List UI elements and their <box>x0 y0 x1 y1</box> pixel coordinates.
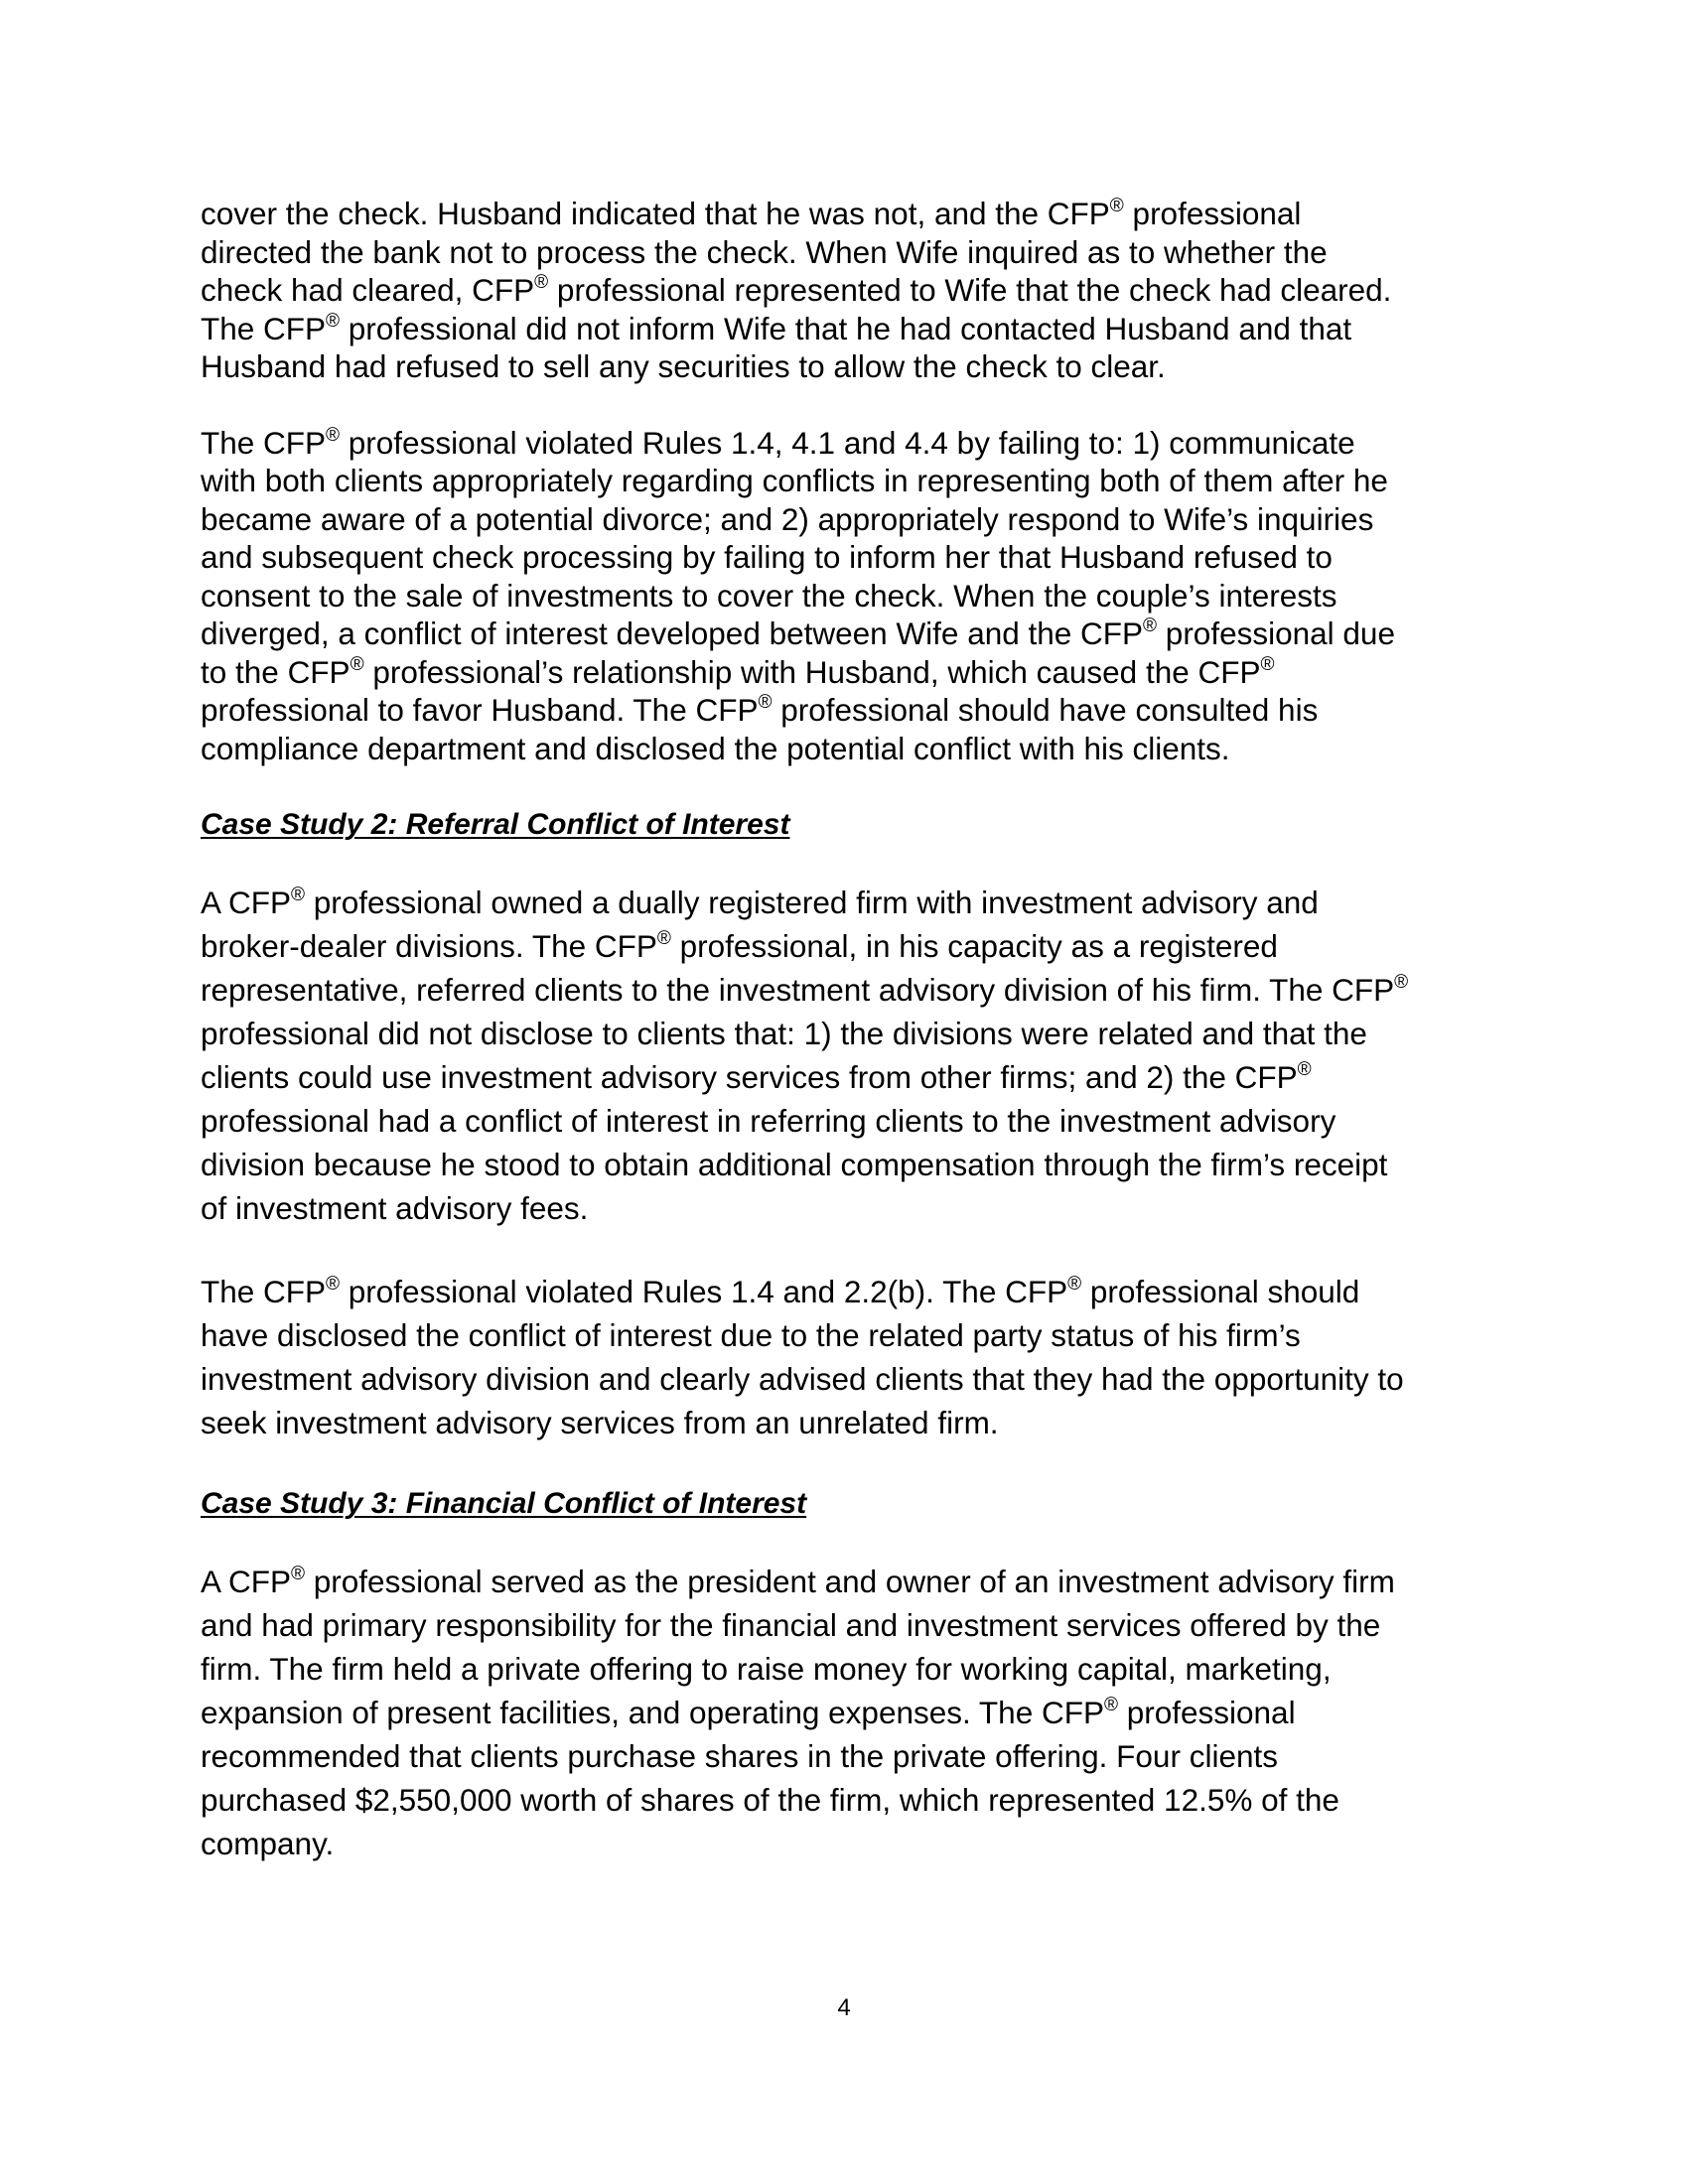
registered-mark: ® <box>350 653 364 675</box>
registered-mark: ® <box>291 885 306 905</box>
paragraph-rules-violation-case-1 <box>201 424 1487 768</box>
text-line: with both clients appropriately regarding conflicts in representing both of them after he <box>201 463 1388 498</box>
registered-mark: ® <box>291 1564 306 1584</box>
registered-mark: ® <box>758 692 773 713</box>
text-line: consent to the sale of investments to cover the check. When the couple’s interests <box>201 577 1337 614</box>
text-line: cover the check. Husband indicated that he was not, and the CFP® professional <box>201 196 1302 231</box>
text-line: A CFP® professional owned a dually registered firm with investment advisory and <box>201 885 1319 920</box>
text-line: clients could use investment advisory services from other firms; and 2) the CFP® <box>201 1059 1312 1095</box>
paragraph-financial-conflict <box>201 1560 1487 1865</box>
text-line: professional had a conflict of interest in referring clients to the investment advisory <box>201 1103 1336 1139</box>
paragraph-check-incident <box>201 195 1487 386</box>
page-body <box>201 195 1487 1865</box>
text-line: and had primary responsibility for the financial and investment services offered by the <box>201 1607 1381 1643</box>
text-line: division because he stood to obtain additional compensation through the firm’s receipt <box>201 1147 1388 1182</box>
text-line: firm. The firm held a private offering to raise money for working capital, marketing, <box>201 1651 1332 1687</box>
text-line: compliance department and disclosed the potential conflict with his clients. <box>201 730 1230 766</box>
text-line: company. <box>201 1826 335 1861</box>
registered-mark: ® <box>1260 653 1275 675</box>
text-line: representative, referred clients to the investment advisory division of his firm. The CFP® <box>201 972 1409 1008</box>
heading-case-study-3: Case Study 3: Financial Conflict of Interest <box>201 1487 807 1520</box>
registered-mark: ® <box>1067 1274 1082 1295</box>
text-line: expansion of present facilities, and operating expenses. The CFP® professional <box>201 1695 1296 1730</box>
registered-mark: ® <box>1394 972 1409 993</box>
text-line: Husband had refused to sell any securities to allow the check to clear. <box>201 348 1166 384</box>
heading-case-study-2: Case Study 2: Referral Conflict of Interest <box>201 808 790 841</box>
text-line: to the CFP® professional’s relationship with Husband, which caused the CFP® <box>201 653 1275 690</box>
registered-mark: ® <box>656 928 671 949</box>
text-line: check had cleared, CFP® professional represented to Wife that the check had cleared. <box>201 272 1392 308</box>
text-line: directed the bank not to process the check. When Wife inquired as to whether the <box>201 233 1328 270</box>
registered-mark: ® <box>1103 1695 1118 1715</box>
text-line: The CFP® professional did not inform Wife that he had contacted Husband and that <box>201 310 1352 346</box>
paragraph-rules-violation-case-2 <box>201 1270 1487 1444</box>
text-line: The CFP® professional violated Rules 1.4, 4.1 and 4.4 by failing to: 1) communicate <box>201 424 1355 461</box>
registered-mark: ® <box>326 424 341 446</box>
text-line: diverged, a conflict of interest developed between Wife and the CFP® professional due <box>201 615 1395 651</box>
registered-mark: ® <box>1297 1059 1312 1080</box>
text-line: became aware of a potential divorce; and 2) appropriately respond to Wife’s inquiries <box>201 500 1374 537</box>
text-line: broker-dealer divisions. The CFP® professional, in his capacity as a registered <box>201 928 1278 964</box>
text-line: investment advisory division and clearly advised clients that they had the opportunity to <box>201 1361 1404 1397</box>
paragraph-referral-conflict <box>201 881 1487 1230</box>
text-line: of investment advisory fees. <box>201 1190 589 1226</box>
text-line: seek investment advisory services from an unrelated firm. <box>201 1405 999 1440</box>
registered-mark: ® <box>1109 196 1124 216</box>
text-line: purchased $2,550,000 worth of shares of the firm, which represented 12.5% of the <box>201 1782 1339 1818</box>
registered-mark: ® <box>534 272 549 293</box>
page-number: 4 <box>837 1994 851 2021</box>
text-line: A CFP® professional served as the president and owner of an investment advisory firm <box>201 1564 1395 1599</box>
text-line: and subsequent check processing by failing to inform her that Husband refused to <box>201 539 1333 575</box>
text-line: professional to favor Husband. The CFP® professional should have consulted his <box>201 692 1319 728</box>
text-line: The CFP® professional violated Rules 1.4 and 2.2(b). The CFP® professional should <box>201 1274 1360 1309</box>
registered-mark: ® <box>1143 615 1158 636</box>
text-line: professional did not disclose to clients that: 1) the divisions were related and that the <box>201 1016 1367 1051</box>
registered-mark: ® <box>326 310 341 332</box>
text-line: have disclosed the conflict of interest due to the related party status of his firm’s <box>201 1317 1301 1353</box>
registered-mark: ® <box>326 1274 341 1295</box>
text-line: recommended that clients purchase shares in the private offering. Four clients <box>201 1738 1278 1774</box>
